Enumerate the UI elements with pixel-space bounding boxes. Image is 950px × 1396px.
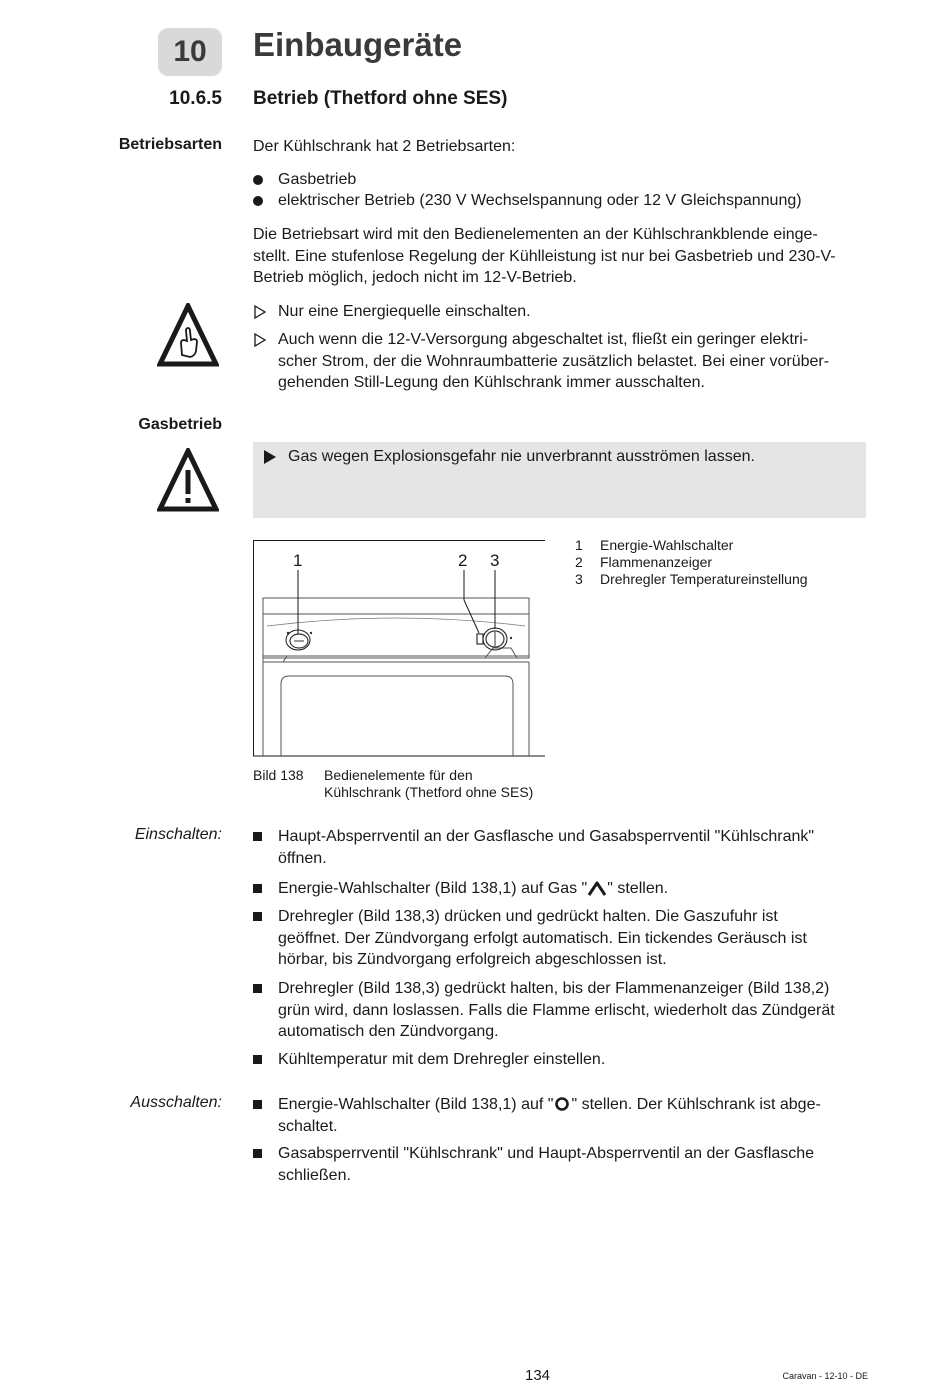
step-item: Gasabsperrventil "Kühlschrank" und Haupt-Absperrventil an der Gasflasche schließen. [253, 1143, 814, 1186]
hollow-triangle-icon [253, 301, 273, 326]
warning-arrow-icon [263, 450, 277, 464]
hand-warning-icon [157, 303, 219, 367]
off-circle-symbol-icon [553, 1096, 571, 1112]
step-item: Kühltemperatur mit dem Drehregler einstellen. [253, 1049, 605, 1071]
chapter-number-badge: 10 [158, 28, 222, 76]
bullet-square-icon [253, 832, 262, 841]
page-number: 134 [524, 1367, 551, 1384]
document-id: Caravan - 12-10 - DE [782, 1371, 868, 1381]
bullet-square-icon [253, 912, 262, 921]
gas-flame-symbol-icon [587, 879, 607, 897]
callout-3: 3 [490, 551, 500, 570]
bullet-dot-icon [253, 196, 263, 206]
betriebsarten-paragraph: Die Betriebsart wird mit den Bedienelementen an der Kühlschrankblende einge- stellt. Eine stufenlose Regelung der Kühlleistung ist nur bei Gasbetrieb und 230-V- Betrieb möglich, jedoch nicht im 12-V-Betrieb. [253, 226, 836, 286]
bullet-square-icon [253, 1149, 262, 1158]
bullet-square-icon [253, 984, 262, 993]
step-item: Drehregler (Bild 138,3) gedrückt halten, bis der Flammenanzeiger (Bild 138,2) grün wird, dann loslassen. Falls die Flamme erlischt, wiederholt das Zündgerät automatisch den Zündvorgang. [253, 978, 835, 1043]
legend-item: 1 Energie-Wahlschalter [575, 537, 734, 553]
section-title: Betrieb (Thetford ohne SES) [253, 88, 508, 109]
step-item: Energie-Wahlschalter (Bild 138,1) auf " " stellen. Der Kühlschrank ist abge- schaltet. [253, 1094, 821, 1137]
step-item: Drehregler (Bild 138,3) drücken und gedrückt halten. Die Gaszufuhr ist geöffnet. Der Zündvorgang erfolgt automatisch. Ein tickendes Geräusch ist hörbar, bis Zündvorgang erfolgreich abgeschlossen ist. [253, 906, 807, 971]
bullet-square-icon [253, 1100, 262, 1109]
legend-item: 2 Flammenanzeiger [575, 554, 713, 570]
warning-text: Gas wegen Explosionsgefahr nie unverbrannt ausströmen lassen. [288, 448, 755, 465]
callout-2: 2 [458, 551, 468, 570]
side-label-betriebsarten: Betriebsarten [118, 136, 222, 153]
section-number: 10.6.5 [169, 88, 222, 109]
figure-caption: Bild 138 Bedienelemente für den Kühlschrank (Thetford ohne SES) [253, 767, 534, 800]
side-label-ausschalten: Ausschalten: [130, 1094, 222, 1111]
fridge-control-panel-figure [253, 540, 545, 758]
hint-item: Nur eine Energiequelle einschalten. [253, 301, 531, 323]
step-item: Energie-Wahlschalter (Bild 138,1) auf Gas " " stellen. [253, 878, 668, 900]
step-item: Haupt-Absperrventil an der Gasflasche und Gasabsperrventil "Kühlschrank" öffnen. [253, 826, 814, 869]
side-label-einschalten: Einschalten: [134, 826, 222, 843]
bullet-square-icon [253, 1055, 262, 1064]
betriebsarten-intro: Der Kühlschrank hat 2 Betriebsarten: [253, 138, 516, 155]
exclamation-warning-icon [157, 448, 219, 512]
list-item: elektrischer Betrieb (230 V Wechselspannung oder 12 V Gleichspannung) [253, 190, 802, 212]
bullet-dot-icon [253, 175, 263, 185]
chapter-title: Einbaugeräte [253, 26, 463, 63]
side-label-gasbetrieb: Gasbetrieb [138, 416, 222, 433]
hint-item: Auch wenn die 12-V-Versorgung abgeschaltet ist, fließt ein geringer elektri- scher Strom, der die Wohnraumbatterie zusätzlich belastet. Bei einer vorüber- gehenden Still-Legung den Kühlschrank immer ausschalten. [253, 329, 829, 394]
list-item: Gasbetrieb [253, 169, 356, 191]
legend-item: 3 Drehregler Temperatureinstellung [575, 571, 808, 587]
callout-1: 1 [293, 551, 303, 570]
bullet-square-icon [253, 884, 262, 893]
hollow-triangle-icon [253, 329, 273, 354]
